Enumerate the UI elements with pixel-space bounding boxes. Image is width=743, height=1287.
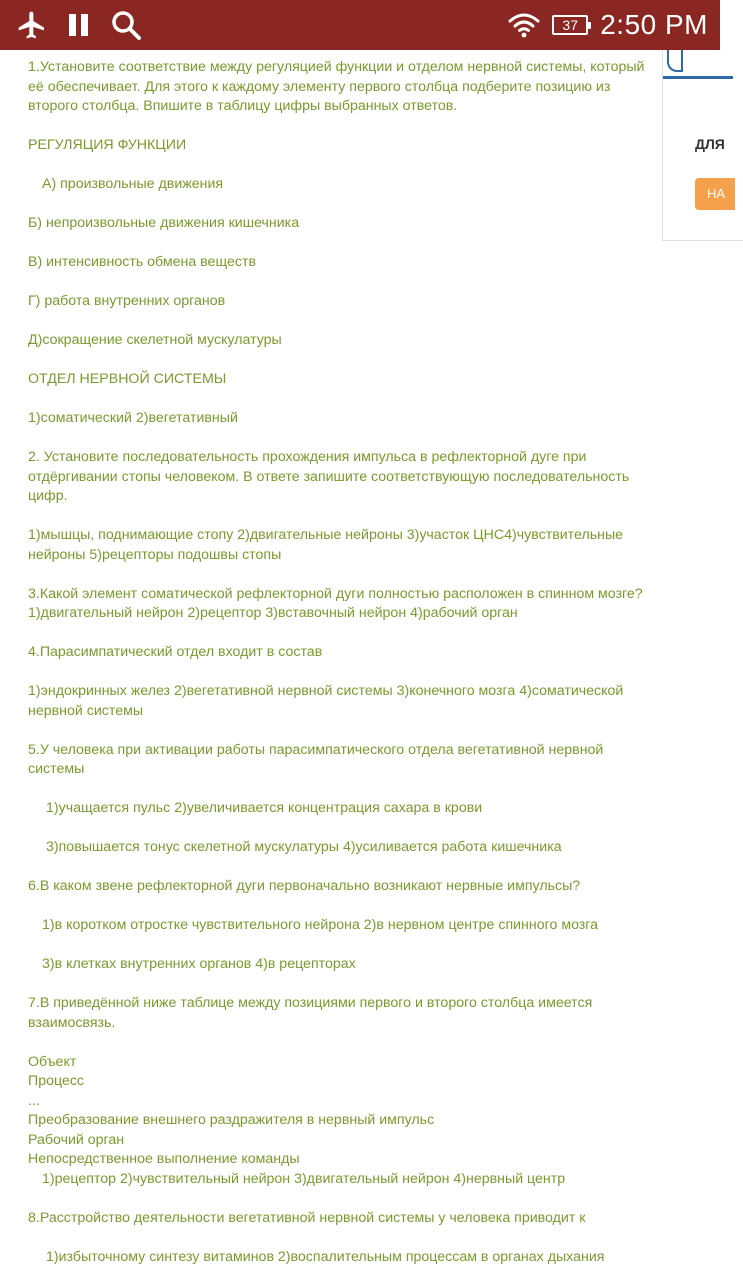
question-5-options-2: 3)повышается тонус скелетной мускулатуры 4)усиливается работа кишечника — [46, 839, 562, 855]
side-panel-image — [663, 50, 733, 79]
question-7-table-row: Непосредственное выполнение команды — [28, 1151, 300, 1167]
question-6-options-1: 1)в коротком отростке чувствительного нейрона 2)в нервном центре спинного мозга — [42, 917, 599, 933]
side-panel-button[interactable]: НА — [695, 178, 735, 210]
question-7-options: 1)рецептор 2)чувствительный нейрон 3)двигательный нейрон 4)нервный центр — [42, 1170, 566, 1187]
question-1-item-d: Д)сокращение скелетной мускулатуры — [28, 332, 282, 348]
question-1-item-g: Г) работа внутренних органов — [28, 293, 226, 309]
question-1: 1.Установите соответствие между регуляцией функции и отделом нервной системы, который её обеспечивает. Для этого к каждому элементу первого столбца подберите позицию из второго столбца. Впишите в таблицу цифры выбранных ответов. — [28, 59, 645, 114]
battery-indicator: 37 — [552, 15, 588, 35]
question-1-item-b: Б) непроизвольные движения кишечника — [28, 215, 300, 231]
question-1-column-1-header: РЕГУЛЯЦИЯ ФУНКЦИИ — [28, 137, 187, 153]
airplane-icon — [16, 9, 48, 41]
question-8: 8.Расстройство деятельности вегетативной нервной системы у человека приводит к — [28, 1209, 586, 1226]
question-7-table-row: Преобразование внешнего раздражителя в нервный импульс — [28, 1112, 435, 1128]
question-2-options: 1)мышцы, поднимающие стопу 2)двигательные нейроны 3)участок ЦНС4)чувствительные нейроны 5)рецепторы подошвы стопы — [28, 527, 624, 563]
question-1-item-a: А) произвольные движения — [42, 176, 224, 192]
question-7-table-row: Рабочий орган — [28, 1131, 125, 1148]
question-6: 6.В каком звене рефлекторной дуги первоначально возникают нервные импульсы? — [28, 878, 581, 894]
question-1-options: 1)соматический 2)вегетативный — [28, 410, 238, 426]
wifi-icon — [508, 12, 540, 38]
question-8-options: 1)избыточному синтезу витаминов 2)воспалительным процессам в органах дыхания — [46, 1248, 605, 1265]
question-7-table-row: ... — [28, 1092, 40, 1109]
question-2: 2. Установите последовательность прохождения импульса в рефлекторной дуге при отдёргивании стопы человеком. В ответе запишите соответствующую последовательность цифр. — [28, 449, 630, 504]
question-5-options-1: 1)учащается пульс 2)увеличивается концентрация сахара в крови — [46, 800, 483, 816]
question-7-table-row: Процесс — [28, 1073, 85, 1089]
question-1-column-2-header: ОТДЕЛ НЕРВНОЙ СИСТЕМЫ — [28, 371, 227, 387]
side-panel — [662, 50, 743, 241]
question-6-options-2: 3)в клетках внутренних органов 4)в рецепторах — [42, 956, 356, 972]
question-7-table-row: Объект — [28, 1053, 77, 1070]
question-text — [28, 58, 648, 1287]
question-1-item-v: В) интенсивность обмена веществ — [28, 254, 256, 270]
status-bar — [0, 0, 720, 50]
side-panel-label: ДЛЯ — [695, 136, 725, 152]
status-bar-right — [508, 8, 708, 42]
status-clock: 2:50 PM — [600, 9, 708, 40]
pause-icon — [66, 11, 92, 39]
question-4: 4.Парасимпатический отдел входит в состав — [28, 644, 323, 660]
question-3: 3.Какой элемент соматической рефлекторной дуги полностью расположен в спинном мозге?1)двигательный нейрон 2)рецептор 3)вставочный нейрон 4)рабочий орган — [28, 585, 643, 621]
question-7: 7.В приведённой ниже таблице между позициями первого и второго столбца имеется взаимосвязь. — [28, 995, 593, 1031]
search-icon — [110, 9, 142, 41]
question-5: 5.У человека при активации работы парасимпатического отдела вегетативной нервной системы — [28, 741, 604, 777]
status-bar-left — [16, 8, 142, 42]
question-4-options: 1)эндокринных желез 2)вегетативной нервной системы 3)конечного мозга 4)соматической нервной системы — [28, 683, 624, 719]
